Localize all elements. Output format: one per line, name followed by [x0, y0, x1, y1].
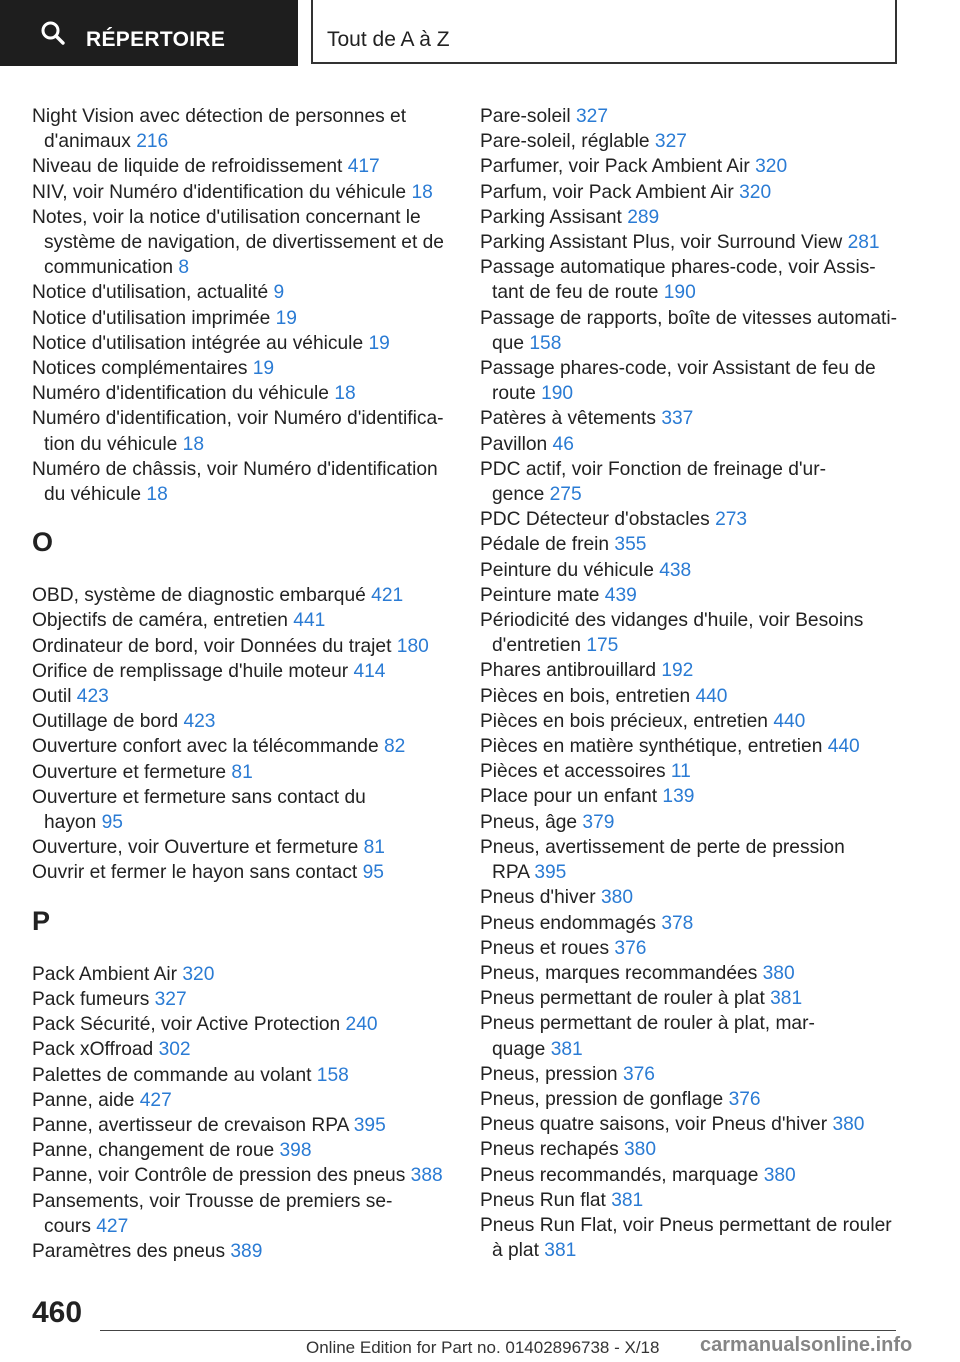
- page-reference-link[interactable]: 414: [353, 660, 386, 682]
- page-reference-link[interactable]: 380: [832, 1114, 865, 1136]
- index-entry: [480, 356, 898, 406]
- index-entry: [32, 734, 452, 759]
- page-reference-link[interactable]: 380: [624, 1139, 657, 1161]
- index-column-left: [32, 104, 452, 1264]
- page-reference-link[interactable]: 327: [154, 988, 187, 1010]
- page-reference-link[interactable]: 320: [739, 181, 772, 203]
- search-icon: [40, 20, 66, 46]
- index-entry-text: à plat: [492, 1240, 545, 1262]
- page-reference-link[interactable]: 158: [316, 1064, 349, 1086]
- page-reference-link[interactable]: 240: [345, 1014, 378, 1036]
- page-reference-link[interactable]: 398: [279, 1140, 312, 1162]
- page-reference-link[interactable]: 417: [347, 156, 380, 178]
- index-entry-text: route: [492, 383, 542, 405]
- page-reference-link[interactable]: 18: [411, 181, 433, 203]
- page-reference-link[interactable]: 95: [362, 862, 384, 884]
- index-entry: [480, 558, 898, 583]
- page-reference-link[interactable]: 423: [183, 711, 216, 733]
- index-entry-text: Parking Assistant Plus, voir Surround View: [480, 232, 848, 254]
- index-entry: [480, 1188, 898, 1213]
- index-entry-text: Notices complémentaires: [32, 358, 253, 380]
- index-entry-text: système de navigation, de divertissement et de: [44, 232, 444, 254]
- index-entry: [32, 634, 452, 659]
- index-entry: [32, 457, 452, 507]
- index-entry-text: Pneus, pression de gonflage: [480, 1088, 729, 1110]
- index-entry: [32, 1239, 452, 1264]
- index-entry-text: Pneus Run Flat, voir Pneus permettant de rouler: [480, 1214, 892, 1236]
- index-entry: [480, 835, 898, 885]
- index-entry-text: que: [492, 332, 530, 354]
- index-entry: [32, 1113, 452, 1138]
- index-entry: [32, 1163, 452, 1188]
- index-entry-text: Parfumer, voir Pack Ambient Air: [480, 156, 756, 178]
- index-entry-text: Ouverture et fermeture: [32, 761, 232, 783]
- page-reference-link[interactable]: 81: [363, 837, 385, 859]
- index-entry-text: Parfum, voir Pack Ambient Air: [480, 181, 740, 203]
- index-entry-text: Numéro de châssis, voir Numéro d'identification: [32, 458, 438, 480]
- page-reference-link[interactable]: 376: [728, 1088, 761, 1110]
- page-reference-link[interactable]: 139: [662, 786, 695, 808]
- section-letter-o: O: [32, 527, 54, 558]
- index-entry-text: d'entretien: [492, 635, 587, 657]
- index-entry-text: Panne, voir Contrôle de pression des pneus: [32, 1165, 411, 1187]
- index-entry-text: Pack Sécurité, voir Active Protection: [32, 1014, 346, 1036]
- index-entry: [480, 885, 898, 910]
- tab-az-label: Tout de A à Z: [327, 28, 450, 51]
- index-entry: [32, 760, 452, 785]
- index-entry-text: Notice d'utilisation intégrée au véhicule: [32, 332, 369, 354]
- index-entry-text: Ouverture confort avec la télécommande: [32, 736, 384, 758]
- index-entry-text: d'animaux: [44, 131, 137, 153]
- index-entry-text: Ouverture, voir Ouverture et fermeture: [32, 837, 364, 859]
- index-entry-text: Pneus quatre saisons, voir Pneus d'hiver: [480, 1114, 833, 1136]
- footer-divider: [100, 1330, 896, 1331]
- index-entry: [32, 684, 452, 709]
- index-entry-text: Panne, avertisseur de crevaison RPA: [32, 1114, 354, 1136]
- index-entry-text: Ordinateur de bord, voir Données du trajet: [32, 635, 397, 657]
- index-entry: [32, 785, 452, 835]
- index-group-n: [32, 104, 452, 507]
- index-entry-text: Pansements, voir Trousse de premiers se‐: [32, 1190, 393, 1212]
- index-entry-text: NIV, voir Numéro d'identification du véhicule: [32, 181, 412, 203]
- index-entry-text: Notice d'utilisation imprimée: [32, 307, 276, 329]
- page-reference-link[interactable]: 376: [614, 937, 647, 959]
- page-reference-link[interactable]: 8: [178, 257, 190, 279]
- index-entry: [480, 986, 898, 1011]
- index-entry: [480, 154, 898, 179]
- index-entry: [32, 331, 452, 356]
- index-entry-text: Pneus permettant de rouler à plat, mar‐: [480, 1013, 815, 1035]
- index-group-p-continued: [480, 104, 898, 1263]
- index-entry: [32, 1138, 452, 1163]
- index-entry: [480, 684, 898, 709]
- index-entry: [480, 734, 898, 759]
- index-entry-text: Panne, changement de roue: [32, 1140, 280, 1162]
- index-entry: [480, 406, 898, 431]
- section-letter-p: P: [32, 905, 51, 936]
- index-entry-text: hayon: [44, 812, 102, 834]
- page-reference-link[interactable]: 18: [182, 433, 205, 455]
- page-reference-link[interactable]: 320: [182, 963, 215, 985]
- index-entry-text: Pièces et accessoires: [480, 761, 671, 783]
- tab-repertoire-label: RÉPERTOIRE: [86, 28, 226, 51]
- page-reference-link[interactable]: 381: [550, 1038, 583, 1060]
- index-entry-text: Numéro d'identification, voir Numéro d'identifica‐: [32, 408, 444, 430]
- index-entry: [32, 962, 452, 987]
- index-entry: [480, 255, 898, 305]
- index-entry-text: Pédale de frein: [480, 534, 615, 556]
- page-reference-link[interactable]: 18: [146, 484, 168, 506]
- index-entry: [32, 583, 452, 608]
- index-entry: [32, 608, 452, 633]
- index-entry-text: Pare-soleil: [480, 106, 576, 127]
- index-entry: [480, 457, 898, 507]
- index-entry-text: Pack xOffroad: [32, 1039, 159, 1061]
- page-reference-link[interactable]: 440: [827, 736, 860, 758]
- page-reference-link[interactable]: 439: [604, 584, 637, 606]
- index-entry: [32, 835, 452, 860]
- index-entry-text: Pavillon: [480, 433, 553, 455]
- index-entry-text: Pièces en matière synthétique, entretien: [480, 736, 828, 758]
- index-entry-text: RPA: [492, 862, 535, 884]
- index-entry-text: Orifice de remplissage d'huile moteur: [32, 660, 354, 682]
- index-entry: [480, 810, 898, 835]
- index-entry-text: Pneus Run flat: [480, 1189, 612, 1211]
- index-entry-text: Passage de rapports, boîte de vitesses automati‐: [480, 307, 898, 329]
- index-entry: [32, 306, 452, 331]
- index-entry: [32, 987, 452, 1012]
- index-entry: [480, 432, 898, 457]
- page-reference-link[interactable]: 19: [275, 307, 297, 329]
- index-entry-text: Outil: [32, 686, 77, 708]
- index-entry: [32, 1063, 452, 1088]
- page-reference-link[interactable]: 175: [586, 635, 619, 657]
- page-reference-link[interactable]: 19: [368, 332, 390, 354]
- index-entry-text: Pneus et roues: [480, 937, 615, 959]
- index-entry: [480, 129, 898, 154]
- index-entry: [32, 860, 452, 885]
- index-entry: [480, 1011, 898, 1061]
- index-entry-text: Pneus, avertissement de perte de pression: [480, 836, 845, 858]
- page-reference-link[interactable]: 46: [552, 433, 574, 455]
- index-entry-text: PDC actif, voir Fonction de freinage d'ur‐: [480, 458, 826, 480]
- index-entry: [480, 961, 898, 986]
- index-entry: [480, 1087, 898, 1112]
- index-entry-text: tant de feu de route: [492, 282, 664, 304]
- index-entry-text: Numéro d'identification du véhicule: [32, 383, 335, 405]
- index-entry-text: Pneus rechapés: [480, 1139, 624, 1161]
- index-entry-text: gence: [492, 484, 550, 506]
- page-reference-link[interactable]: 381: [544, 1240, 577, 1262]
- page-reference-link[interactable]: 190: [541, 383, 574, 405]
- index-entry-text: Notes, voir la notice d'utilisation concernant le: [32, 206, 421, 228]
- page-reference-link[interactable]: 355: [614, 534, 647, 556]
- page-reference-link[interactable]: 389: [230, 1240, 263, 1262]
- page-reference-link[interactable]: 11: [670, 761, 691, 783]
- index-entry: [480, 1137, 898, 1162]
- page-number: 460: [32, 1296, 83, 1329]
- page-reference-link[interactable]: 380: [762, 962, 795, 984]
- index-entry-text: Pare-soleil, réglable: [480, 131, 655, 153]
- index-entry-text: Pneus permettant de rouler à plat: [480, 988, 771, 1010]
- index-entry: [32, 280, 452, 305]
- page-reference-link[interactable]: 95: [101, 812, 123, 834]
- index-entry-text: Pneus recommandés, marquage: [480, 1164, 764, 1186]
- index-entry-text: Patères à vêtements: [480, 408, 662, 430]
- index-entry-text: Ouvrir et fermer le hayon sans contact: [32, 862, 363, 884]
- page-reference-link[interactable]: 395: [534, 862, 567, 884]
- index-entry: [480, 205, 898, 230]
- index-entry: [480, 1112, 898, 1137]
- index-column-right: [480, 104, 898, 1263]
- index-entry-text: Pack fumeurs: [32, 988, 155, 1010]
- index-entry: [480, 1163, 898, 1188]
- index-entry-text: Parking Assisant: [480, 206, 628, 228]
- index-entry-text: Notice d'utilisation, actualité: [32, 282, 274, 304]
- index-entry: [32, 356, 452, 381]
- tab-repertoire[interactable]: [0, 0, 298, 66]
- index-entry: [32, 709, 452, 734]
- index-entry-text: Périodicité des vidanges d'huile, voir Besoins: [480, 610, 864, 632]
- index-entry-text: Pack Ambient Air: [32, 963, 183, 985]
- page-reference-link[interactable]: 440: [695, 685, 728, 707]
- page-reference-link[interactable]: 289: [627, 206, 660, 228]
- page-reference-link[interactable]: 421: [371, 585, 404, 607]
- index-entry-text: Niveau de liquide de refroidissement: [32, 156, 348, 178]
- index-entry: [32, 180, 452, 205]
- page-reference-link[interactable]: 327: [654, 131, 687, 153]
- index-entry: [32, 205, 452, 281]
- watermark: carmanualsonline.info: [700, 1334, 913, 1356]
- index-entry-text: Paramètres des pneus: [32, 1240, 231, 1262]
- index-entry-text: OBD, système de diagnostic embarqué: [32, 585, 372, 607]
- index-entry: [480, 583, 898, 608]
- index-entry: [480, 784, 898, 809]
- page-reference-link[interactable]: 395: [353, 1114, 386, 1136]
- index-entry: [480, 180, 898, 205]
- page-reference-link[interactable]: 192: [661, 660, 694, 682]
- index-entry-text: du véhicule: [44, 484, 147, 506]
- index-entry: [32, 154, 452, 179]
- index-entry-text: Passage automatique phares-code, voir Assis‐: [480, 257, 876, 279]
- index-entry-text: Pneus endommagés: [480, 912, 662, 934]
- page-reference-link[interactable]: 320: [755, 156, 788, 178]
- index-entry-text: Night Vision avec détection de personnes et: [32, 106, 407, 127]
- page-reference-link[interactable]: 381: [770, 988, 803, 1010]
- index-entry: [32, 1088, 452, 1113]
- index-group-p: [32, 962, 452, 1264]
- index-entry-text: Pneus, marques recommandées: [480, 962, 763, 984]
- page-reference-link[interactable]: 337: [661, 408, 694, 430]
- index-entry-text: Outillage de bord: [32, 711, 184, 733]
- index-entry: [480, 104, 898, 129]
- index-entry-text: Phares antibrouillard: [480, 660, 662, 682]
- index-entry-text: Ouverture et fermeture sans contact du: [32, 786, 366, 808]
- index-entry-text: Pneus, âge: [480, 811, 583, 833]
- index-entry-text: Objectifs de caméra, entretien: [32, 610, 294, 632]
- page-reference-link[interactable]: 81: [231, 761, 253, 783]
- page-reference-link[interactable]: 273: [715, 509, 748, 531]
- page-reference-link[interactable]: 9: [273, 282, 285, 304]
- index-entry: [32, 1012, 452, 1037]
- index-entry-text: tion du véhicule: [44, 433, 183, 455]
- index-entry-text: Passage phares-code, voir Assistant de feu de: [480, 358, 876, 380]
- page-reference-link[interactable]: 378: [661, 912, 694, 934]
- index-entry-text: Pneus d'hiver: [480, 887, 601, 909]
- index-entry-text: communication: [44, 257, 179, 279]
- index-entry: [32, 104, 452, 154]
- page-reference-link[interactable]: 158: [529, 332, 562, 354]
- page-reference-link[interactable]: 281: [847, 232, 880, 254]
- page-reference-link[interactable]: 440: [773, 710, 806, 732]
- index-entry: [480, 608, 898, 658]
- page-reference-link[interactable]: 380: [763, 1164, 796, 1186]
- page-reference-link[interactable]: 423: [76, 686, 109, 708]
- page-reference-link[interactable]: 82: [383, 736, 406, 758]
- page-reference-link[interactable]: 381: [611, 1189, 644, 1211]
- footer-edition-text: Online Edition for Part no. 01402896738 - X/18: [306, 1338, 660, 1357]
- index-entry-text: cours: [44, 1215, 97, 1237]
- page-reference-link[interactable]: 441: [293, 610, 326, 632]
- page-reference-link[interactable]: 376: [622, 1063, 655, 1085]
- page-reference-link[interactable]: 302: [158, 1039, 191, 1061]
- page-reference-link[interactable]: 379: [582, 811, 615, 833]
- page-reference-link[interactable]: 327: [575, 106, 608, 127]
- page-reference-link[interactable]: 216: [136, 131, 169, 153]
- page-reference-link[interactable]: 19: [252, 358, 275, 380]
- index-entry: [480, 709, 898, 734]
- index-entry: [480, 658, 898, 683]
- index-entry-text: Peinture mate: [480, 584, 605, 606]
- page-reference-link[interactable]: 180: [396, 635, 429, 657]
- index-entry-text: Pièces en bois précieux, entretien: [480, 710, 774, 732]
- index-entry-text: Pneus, pression: [480, 1063, 623, 1085]
- index-entry: [480, 507, 898, 532]
- index-entry-text: PDC Détecteur d'obstacles: [480, 509, 716, 531]
- page-reference-link[interactable]: 427: [96, 1215, 129, 1237]
- index-entry: [480, 1213, 898, 1263]
- index-entry: [32, 381, 452, 406]
- index-entry: [480, 532, 898, 557]
- index-entry: [480, 230, 898, 255]
- index-entry: [480, 911, 898, 936]
- index-group-o: [32, 583, 452, 885]
- page-reference-link[interactable]: 190: [663, 282, 696, 304]
- index-entry: [480, 306, 898, 356]
- page-reference-link[interactable]: 275: [549, 484, 582, 506]
- index-entry: [32, 1037, 452, 1062]
- index-entry-text: Pièces en bois, entretien: [480, 685, 696, 707]
- index-entry-text: Peinture du véhicule: [480, 559, 660, 581]
- index-entry: [32, 406, 452, 456]
- index-entry-text: Palettes de commande au volant: [32, 1064, 317, 1086]
- index-entry-text: quage: [492, 1038, 551, 1060]
- index-entry-text: Place pour un enfant: [480, 786, 663, 808]
- tab-tout-de-a-a-z[interactable]: [311, 0, 897, 64]
- page-reference-link[interactable]: 18: [334, 383, 356, 405]
- index-entry-text: Panne, aide: [32, 1089, 140, 1111]
- index-entry: [480, 1062, 898, 1087]
- index-entry: [480, 759, 898, 784]
- page-reference-link[interactable]: 388: [410, 1165, 443, 1187]
- index-entry: [32, 659, 452, 684]
- page-reference-link[interactable]: 438: [659, 559, 692, 581]
- top-navigation: [0, 0, 960, 66]
- index-entry: [32, 1189, 452, 1239]
- index-entry: [480, 936, 898, 961]
- page-reference-link[interactable]: 427: [139, 1089, 172, 1111]
- page-reference-link[interactable]: 380: [601, 887, 634, 909]
